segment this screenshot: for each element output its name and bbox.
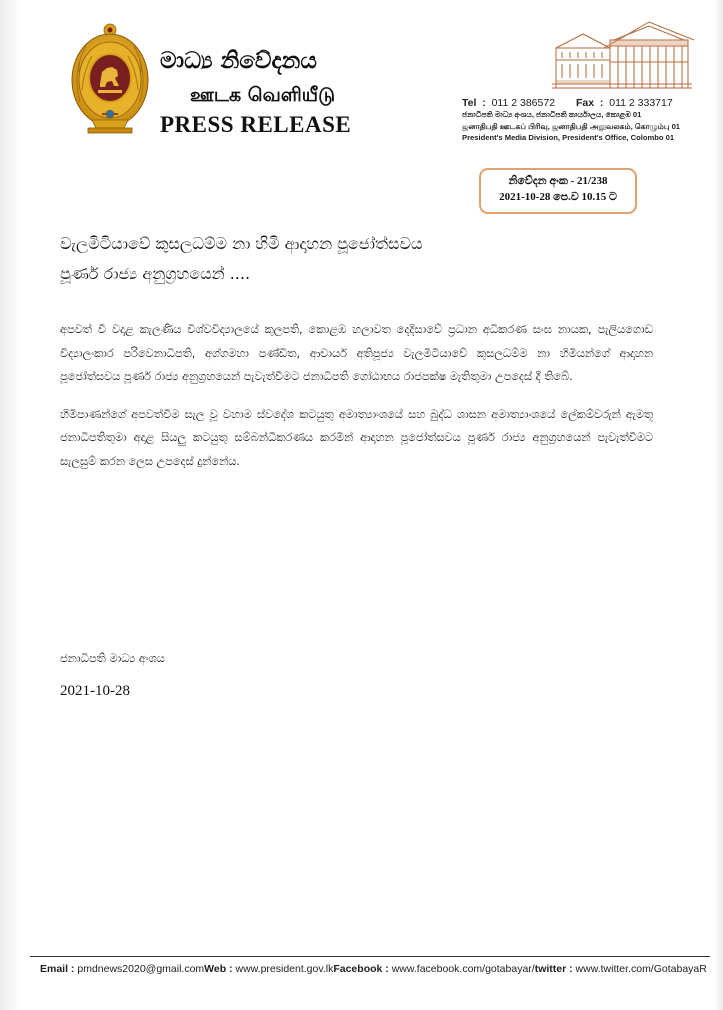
facebook-link[interactable]: www.facebook.com/gotabayar/ (391, 963, 535, 975)
headline (60, 229, 660, 289)
twitter-label: twitter : (534, 963, 573, 975)
web-label: Web : (204, 963, 233, 975)
footer (40, 963, 707, 975)
contact-block (462, 97, 702, 144)
title-tamil: ஊடக வெளியீடு (190, 84, 336, 106)
footer-email (40, 963, 204, 975)
facebook-label: Facebook : (333, 963, 389, 975)
body-text (60, 318, 653, 487)
body-paragraph-2: හිමිපාණන්ගේ අපවත්වීම සැල වූ වහාම ස්වදේශ කටයුතු අමාත්‍යාංශයේ සහ බුද්ධ ශාසන අමාත්‍යාංශයේ ලේකම්වරුන් ඇමතූ ජනාධිපතිතුමා අදාළ සියලු කටයුතු සම්බන්ධීකරණය කරමින් ආදාහන පූජෝත්සවය පූර්ණ රාජ්‍ය අනුග්‍රහයෙන් පැවැත්වීමට සැලසුම් කරන ලෙස උපදෙස් දුන්නේය. (60, 407, 653, 468)
footer-twitter (535, 963, 707, 975)
page-right-shadow (715, 0, 723, 1010)
footer-web (204, 963, 333, 975)
address-sinhala: ජනාධිපති මාධ්‍ය අංශය, ජනාධිපති කාර්යාලය, කොළඹ 01 (462, 110, 642, 119)
address-english: President's Media Division, President's Office, Colombo 01 (462, 133, 675, 143)
headline-line-2: පූර්ණ රාජ්‍ය අනුග්‍රහයෙන් .... (60, 264, 251, 283)
title-english: PRESS RELEASE (160, 112, 352, 137)
address-tamil: ஜனாதிபதி ஊடகப் பிரிவு, ஜனாதிபதி அலுவலகம், கொழும்பு 01 (462, 121, 681, 131)
tel-label: Tel (462, 97, 477, 109)
signature-date: 2021-10-28 (60, 683, 130, 699)
fax-label: Fax (575, 97, 595, 109)
twitter-link[interactable]: www.twitter.com/GotabayaR (575, 963, 707, 975)
footer-facebook (333, 963, 534, 975)
release-number: නිවේදන අංක - 21/238 (508, 175, 608, 187)
release-number-box (479, 168, 637, 214)
headline-line-1: වැලමිටියාවේ කුසලධම්ම නා හිමි ආදාහන පූජෝත්සවය (60, 234, 423, 253)
web-link[interactable]: www.president.gov.lk (235, 963, 334, 975)
body-paragraph-1: අපවත් වී වදාළ කැලණිය විශ්වවිද්‍යාලයේ කුලපති, කොළඹ හලාවත දෙදිසාවේ ප්‍රධාන අධිකරණ සංඝ නායක, පැලියගොඩ විද්‍යාලංකාර පරිවෙනාධිපති, අග්ගමහා පණ්ඩිත, ආචාර්ය අතිපූජ්‍ය වැලමිටියාවේ කුසලධම්ම නා හිමියන්ගේ ආදාහන පූජෝත්සවය පූර්ණ රාජ්‍ය අනුග්‍රහයෙන් පැවැත්වීමට ජනාධිපති ගෝඨාභය රාජපක්ෂ මැතිතුමා උපදෙස් දී තිබේ. (60, 323, 653, 383)
release-datetime: 2021-10-28 පෙ.ව 10.15 ට (499, 191, 617, 203)
email-link[interactable]: pmdnews2020@gmail.com (77, 963, 205, 975)
signature-office: ජනාධිපති මාධ්‍ය අංශය (60, 652, 165, 665)
fax-number: 011 2 333717 (609, 97, 673, 109)
phone-fax-line: Tel : 011 2 386572 Fax : 011 2 333717 (462, 97, 673, 109)
footer-divider (30, 956, 710, 957)
tel-number: 011 2 386572 (491, 97, 556, 109)
email-label: Email : (40, 963, 75, 975)
sri-lanka-emblem-icon (70, 20, 150, 138)
page-left-shadow (0, 0, 22, 1010)
presidents-office-building-icon (548, 18, 696, 90)
title-sinhala: මාධ්‍ය නිවේදනය (160, 48, 317, 74)
